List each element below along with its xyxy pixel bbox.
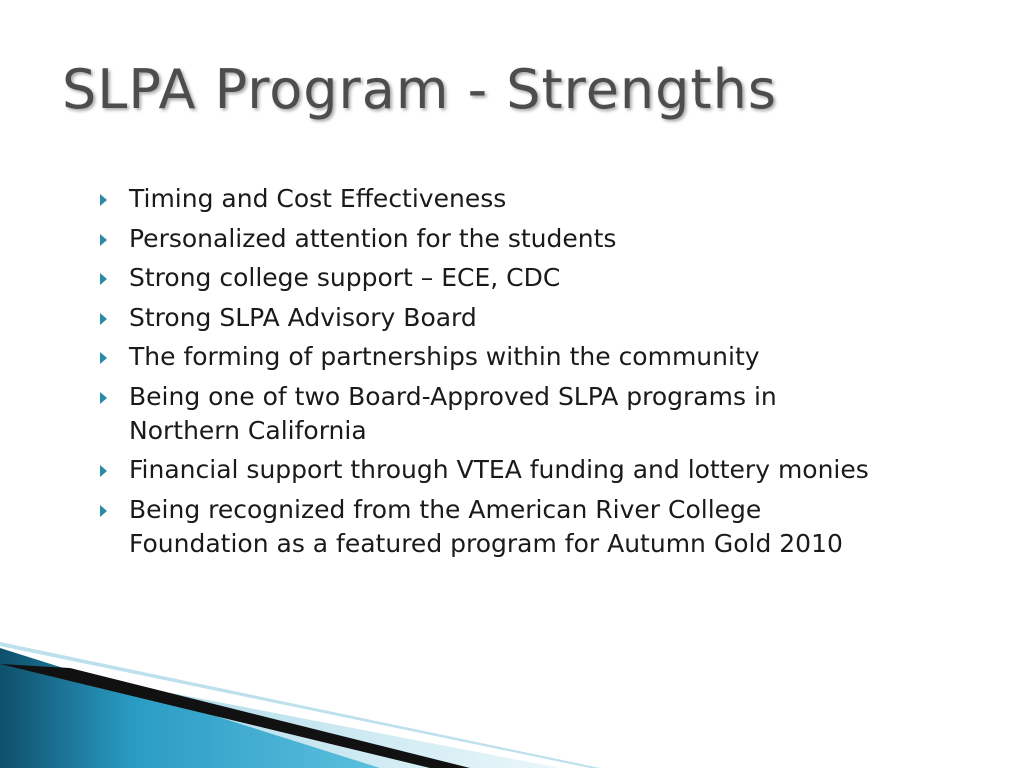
bullet-item	[100, 222, 890, 256]
triangle-right-icon	[100, 273, 107, 285]
decorative-swoosh	[0, 640, 1024, 768]
bullet-list	[100, 182, 890, 566]
triangle-right-icon	[100, 392, 107, 404]
triangle-right-icon	[100, 352, 107, 364]
bullet-text: Being one of two Board-Approved SLPA programs in Northern California	[129, 381, 777, 445]
bullet-item	[100, 493, 890, 561]
bullet-text: Financial support through VTEA funding and lottery monies	[129, 455, 869, 484]
bullet-text: Personalized attention for the students	[129, 223, 617, 253]
triangle-right-icon	[100, 194, 107, 206]
triangle-right-icon	[100, 505, 107, 517]
bullet-text: Timing and Cost Effectiveness	[129, 184, 507, 213]
bullet-item	[100, 261, 890, 295]
bullet-item	[100, 340, 890, 374]
bullet-item	[100, 182, 890, 216]
slide-title: SLPA Program - Strengths	[62, 58, 777, 121]
bullet-item	[100, 453, 890, 487]
triangle-right-icon	[100, 313, 107, 325]
bullet-item	[100, 380, 890, 448]
triangle-right-icon	[100, 465, 107, 477]
bullet-item	[100, 301, 890, 335]
bullet-text: Strong SLPA Advisory Board	[129, 302, 477, 332]
bullet-text: Strong college support – ECE, CDC	[129, 263, 561, 292]
bullet-text: The forming of partnerships within the community	[129, 342, 760, 371]
triangle-right-icon	[100, 234, 107, 246]
bullet-text: Being recognized from the American River College Foundation as a featured program for Autumn Gold 2010	[129, 494, 843, 558]
